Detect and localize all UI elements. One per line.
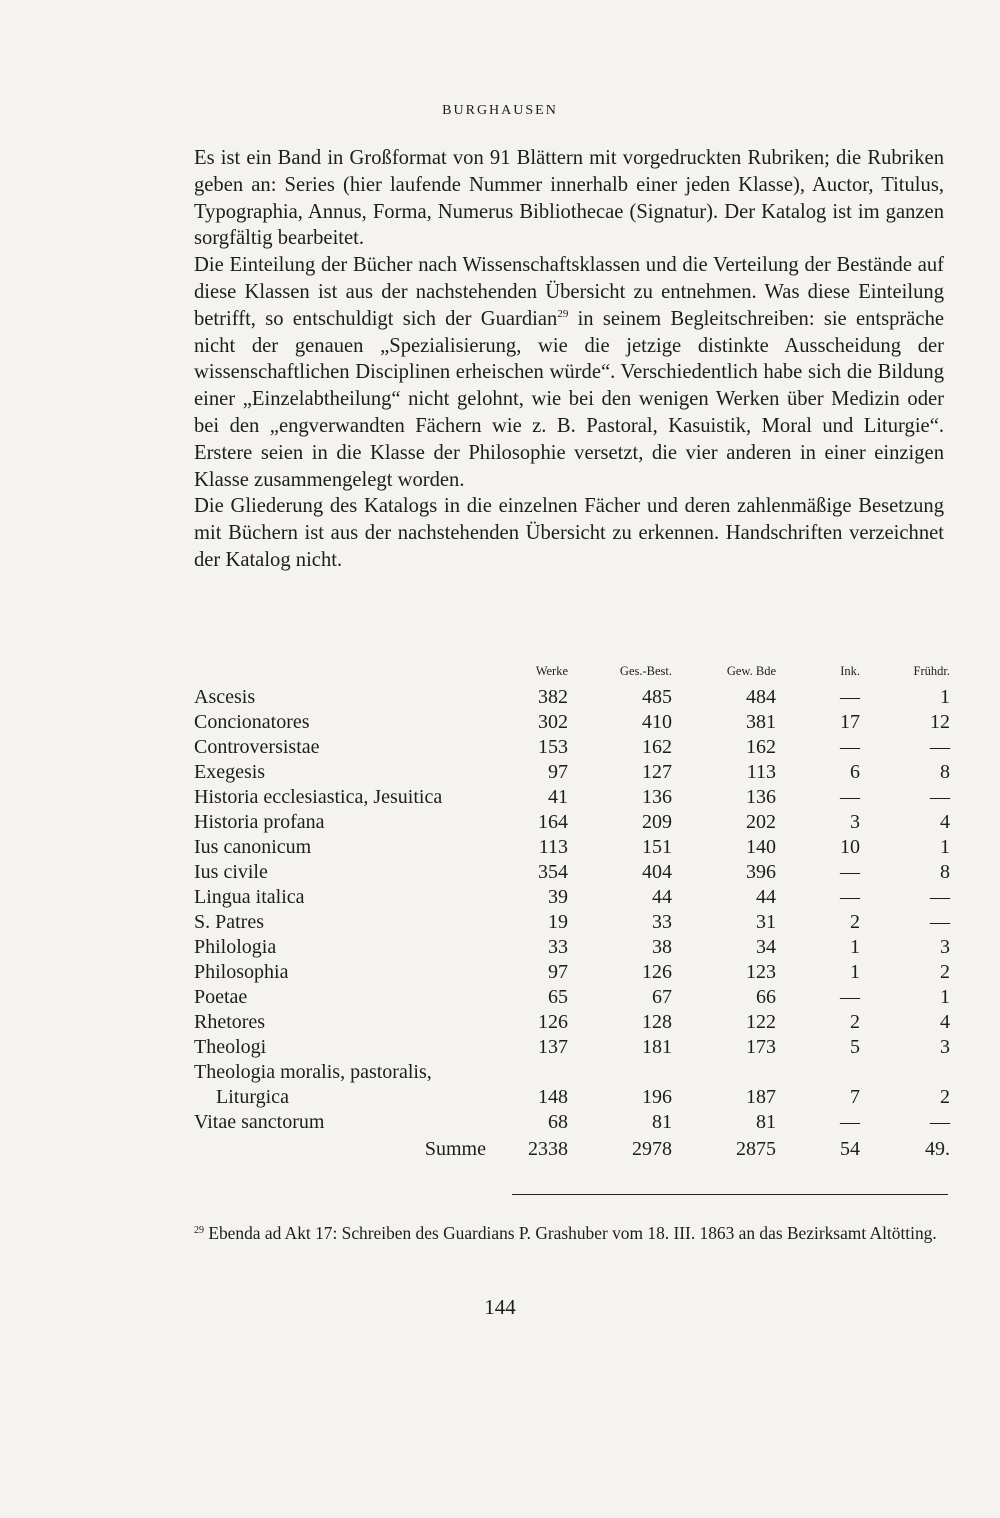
cell-ges-best: 162	[642, 736, 672, 758]
row-label: Theologi	[194, 1036, 267, 1058]
cell-gew-bde	[672, 1060, 776, 1085]
cell-ges-best: 136	[642, 786, 672, 808]
cell-ink: 5	[850, 1036, 860, 1058]
cell-gew-bde: 136	[746, 786, 776, 808]
table-row	[194, 1060, 950, 1085]
cell-werke: 137	[538, 1036, 568, 1058]
sum-ink: 54	[840, 1138, 860, 1160]
cell-ink: —	[840, 886, 860, 908]
row-label: S. Patres	[194, 911, 264, 933]
paragraph-2-text-before: Die Einteilung der Bücher nach Wissenschaftsklassen und die Verteilung der Bestände auf diese Klassen ist aus der nachstehenden Übersicht zu entnehmen. Was diese Einteilung betrifft, so entschuldigt sich der Guardian	[194, 254, 944, 330]
cell-fruehdr: —	[930, 1111, 950, 1133]
paragraph-1: Es ist ein Band in Großformat von 91 Blättern mit vorgedruckten Rubriken; die Rubriken geben an: Series (hier laufende Nummer innerhalb einer jeden Klasse), Auctor, Titulus, Typographia, Annus, Forma, Numerus Bibliothecae (Signatur). Der Katalog ist im ganzen sorgfältig bearbeitet.	[194, 147, 944, 250]
cell-gew-bde: 122	[746, 1011, 776, 1033]
row-label: Ascesis	[194, 686, 256, 708]
cell-gew-bde: 34	[756, 936, 776, 958]
sum-row	[194, 1135, 950, 1162]
cell-ink: 1	[850, 936, 860, 958]
cell-werke: 354	[538, 861, 568, 883]
cell-ink: —	[840, 986, 860, 1008]
cell-fruehdr: 2	[940, 961, 950, 983]
cell-ink: 3	[850, 811, 860, 833]
table-row	[194, 935, 950, 960]
cell-ink: 7	[850, 1086, 860, 1108]
cell-werke: 39	[548, 886, 568, 908]
cell-ink: 17	[840, 711, 860, 733]
row-label: Lingua italica	[194, 886, 305, 908]
cell-fruehdr: 12	[930, 711, 950, 733]
sum-rule	[512, 1194, 948, 1195]
cell-fruehdr: —	[930, 786, 950, 808]
cell-gew-bde: 81	[756, 1111, 776, 1133]
cell-ink: —	[840, 686, 860, 708]
cell-gew-bde: 187	[746, 1086, 776, 1108]
statistics-table	[194, 664, 950, 1162]
row-label: Ius civile	[194, 861, 268, 883]
cell-ges-best: 196	[642, 1086, 672, 1108]
header-empty	[194, 664, 494, 685]
cell-gew-bde: 140	[746, 836, 776, 858]
table-row	[194, 1010, 950, 1035]
cell-gew-bde: 113	[746, 761, 776, 783]
table-row	[194, 835, 950, 860]
cell-werke: 153	[538, 736, 568, 758]
cell-werke: 382	[538, 686, 568, 708]
footnote-number: 29	[194, 1225, 204, 1236]
table-row	[194, 685, 950, 710]
cell-ink: —	[840, 786, 860, 808]
cell-ges-best: 485	[642, 686, 672, 708]
cell-ink: —	[840, 1111, 860, 1133]
cell-ges-best: 33	[652, 911, 672, 933]
row-label: Historia profana	[194, 811, 325, 833]
table-row	[194, 985, 950, 1010]
cell-gew-bde: 396	[746, 861, 776, 883]
page-number: 144	[484, 1295, 516, 1319]
table-row	[194, 735, 950, 760]
header-werke: Werke	[535, 664, 568, 678]
cell-werke: 113	[538, 836, 568, 858]
cell-werke: 164	[538, 811, 568, 833]
cell-ges-best: 410	[642, 711, 672, 733]
table-row	[194, 885, 950, 910]
table-row	[194, 710, 950, 735]
footnote-text: Ebenda ad Akt 17: Schreiben des Guardians P. Grashuber vom 18. III. 1863 an das Bezirksamt Altötting.	[208, 1223, 937, 1243]
cell-fruehdr: 4	[940, 1011, 950, 1033]
table-row	[194, 785, 950, 810]
row-label: Exegesis	[194, 761, 266, 783]
cell-ink: 2	[850, 911, 860, 933]
cell-gew-bde: 44	[756, 886, 776, 908]
table-row	[194, 860, 950, 885]
cell-fruehdr: 1	[940, 836, 950, 858]
row-label: Philosophia	[194, 961, 289, 983]
footnote-reference[interactable]: 29	[557, 307, 569, 320]
row-label: Historia ecclesiastica, Jesuitica	[194, 786, 443, 808]
cell-werke	[494, 1060, 568, 1085]
cell-werke: 65	[548, 986, 568, 1008]
sum-gew-bde: 2875	[736, 1138, 776, 1160]
header-gew-bde: Gew. Bde	[726, 664, 776, 678]
cell-ges-best: 81	[652, 1111, 672, 1133]
cell-fruehdr: 8	[940, 861, 950, 883]
cell-fruehdr: —	[930, 736, 950, 758]
cell-fruehdr: 1	[940, 986, 950, 1008]
cell-gew-bde: 381	[746, 711, 776, 733]
table-row	[194, 960, 950, 985]
cell-ink: 6	[850, 761, 860, 783]
cell-werke: 68	[548, 1111, 568, 1133]
header-ges-best: Ges.-Best.	[619, 664, 672, 678]
cell-ges-best	[568, 1060, 672, 1085]
footnote	[194, 1222, 946, 1244]
table-row	[194, 810, 950, 835]
cell-gew-bde: 123	[746, 961, 776, 983]
row-label: Ius canonicum	[194, 836, 312, 858]
table-body	[194, 685, 950, 1135]
cell-gew-bde: 484	[746, 686, 776, 708]
cell-ges-best: 126	[642, 961, 672, 983]
sum-werke: 2338	[528, 1138, 568, 1160]
cell-werke: 97	[548, 761, 568, 783]
cell-werke: 148	[538, 1086, 568, 1108]
cell-werke: 126	[538, 1011, 568, 1033]
row-label: Theologia moralis, pastoralis,	[194, 1061, 432, 1083]
cell-fruehdr: 8	[940, 761, 950, 783]
cell-ges-best: 151	[642, 836, 672, 858]
cell-ges-best: 67	[652, 986, 672, 1008]
cell-ges-best: 38	[652, 936, 672, 958]
paragraph-2	[194, 252, 944, 493]
row-label: Liturgica	[216, 1086, 289, 1108]
row-label: Vitae sanctorum	[194, 1111, 325, 1133]
cell-ges-best: 404	[642, 861, 672, 883]
cell-fruehdr: —	[930, 911, 950, 933]
table-row	[194, 1035, 950, 1060]
cell-gew-bde: 173	[746, 1036, 776, 1058]
cell-werke: 302	[538, 711, 568, 733]
cell-ges-best: 209	[642, 811, 672, 833]
cell-gew-bde: 31	[756, 911, 776, 933]
cell-ink	[776, 1060, 860, 1085]
cell-werke: 97	[548, 961, 568, 983]
body-text	[194, 145, 944, 574]
cell-ink: 2	[850, 1011, 860, 1033]
sum-fruehdr: 49.	[925, 1138, 950, 1160]
paragraph-3: Die Gliederung des Katalogs in die einzelnen Fächer und deren zahlenmäßige Besetzung mit Büchern ist aus der nachstehenden Übersicht zu erkennen. Handschriften verzeichnet der Katalog nicht.	[194, 495, 944, 571]
cell-werke: 19	[548, 911, 568, 933]
header-fruehdr: Frühdr.	[913, 664, 950, 678]
cell-ges-best: 128	[642, 1011, 672, 1033]
cell-fruehdr: 2	[940, 1086, 950, 1108]
row-label: Concionatores	[194, 711, 310, 733]
row-label: Poetae	[194, 986, 248, 1008]
table-header-row	[194, 664, 950, 685]
cell-fruehdr: 3	[940, 936, 950, 958]
row-label: Philologia	[194, 936, 277, 958]
cell-gew-bde: 202	[746, 811, 776, 833]
cell-fruehdr: —	[930, 886, 950, 908]
cell-ink: 1	[850, 961, 860, 983]
cell-gew-bde: 162	[746, 736, 776, 758]
cell-werke: 41	[548, 786, 568, 808]
table-row	[194, 760, 950, 785]
sum-label: Summe	[424, 1138, 486, 1160]
row-label: Controversistae	[194, 736, 320, 758]
cell-ges-best: 181	[642, 1036, 672, 1058]
sum-ges-best: 2978	[632, 1138, 672, 1160]
cell-ges-best: 44	[652, 886, 672, 908]
cell-fruehdr	[860, 1060, 950, 1085]
cell-fruehdr: 3	[940, 1036, 950, 1058]
row-label: Rhetores	[194, 1011, 266, 1033]
cell-fruehdr: 1	[940, 686, 950, 708]
table-row	[194, 1085, 950, 1110]
header-ink: Ink.	[840, 664, 860, 678]
cell-ink: 10	[840, 836, 860, 858]
running-head: BURGHAUSEN	[442, 103, 558, 118]
table-row	[194, 1110, 950, 1135]
paragraph-2-text-after: in seinem Begleitschreiben: sie entspräche nicht der genauen „Spezialisierung, wie die jetzige distinkte Ausscheidung der wissenschaftlichen Disciplinen erheischen würde“. Verschiedentlich habe sich die Bildung einer „Einzelabtheilung“ nicht gelohnt, wie bei den wenigen Werken über Medizin oder bei den „engverwandten Fächern wie z. B. Pastoral, Kasuistik, Moral und Liturgie“. Erstere seien in die Klasse der Philosophie versetzt, die vier anderen in einer einzigen Klasse zusammengelegt worden.	[194, 307, 945, 491]
cell-werke: 33	[548, 936, 568, 958]
cell-ges-best: 127	[642, 761, 672, 783]
cell-fruehdr: 4	[940, 811, 950, 833]
cell-gew-bde: 66	[756, 986, 776, 1008]
cell-ink: —	[840, 736, 860, 758]
table-row	[194, 910, 950, 935]
cell-ink: —	[840, 861, 860, 883]
